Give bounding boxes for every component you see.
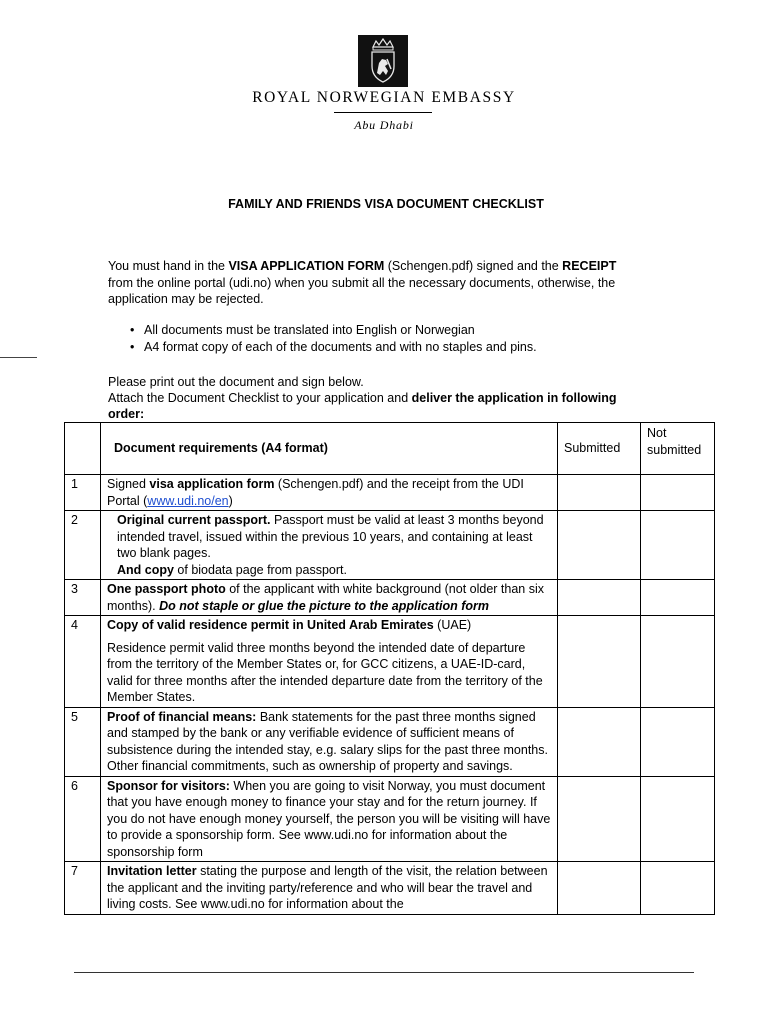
row-paragraph (107, 512, 551, 562)
not-submitted-checkbox-cell[interactable] (641, 862, 715, 915)
row-requirement (101, 475, 558, 511)
intro-text: from the online portal (udi.no) when you submit all the necessary documents, otherwise, the application may be rejected. (108, 275, 616, 306)
instructions-line (108, 390, 648, 422)
table-row (65, 616, 715, 708)
row-requirement (101, 776, 558, 862)
bullet-item: • All documents must be translated into English or Norwegian (130, 322, 650, 339)
header-submitted: Submitted (558, 423, 641, 475)
footer-rule (74, 972, 694, 973)
intro-bold-receipt: RECEIPT (562, 259, 617, 273)
submitted-checkbox-cell[interactable] (558, 580, 641, 616)
instructions-bold: deliver the application in following order: (108, 391, 617, 421)
instructions-paragraph (108, 374, 648, 422)
not-submitted-checkbox-cell[interactable] (641, 475, 715, 511)
submitted-checkbox-cell[interactable] (558, 616, 641, 708)
bullet-item: • A4 format copy of each of the documents and with no staples and pins. (130, 339, 650, 356)
row-bold: Proof of financial means: (107, 709, 257, 724)
instructions-text: Attach the Document Checklist to your application and (108, 391, 412, 405)
royal-crest-icon (358, 35, 408, 87)
row-text: of biodata page from passport. (173, 562, 347, 577)
row-bold: Original current passport. (117, 513, 271, 527)
row-text: (UAE) (433, 618, 472, 632)
row-text: Signed (107, 477, 150, 491)
table-row (65, 580, 715, 616)
row-bold: Sponsor for visitors: (107, 778, 230, 793)
header-divider (334, 112, 432, 113)
document-title: FAMILY AND FRIENDS VISA DOCUMENT CHECKLIST (228, 197, 544, 211)
row-bold: Invitation letter (107, 864, 197, 878)
row-number: 2 (65, 511, 101, 580)
row-number: 5 (65, 707, 101, 776)
document-checklist-table (64, 422, 715, 915)
table-row (65, 776, 715, 862)
table-row (65, 511, 715, 580)
margin-mark (0, 357, 37, 358)
embassy-name: ROYAL NORWEGIAN EMBASSY (252, 89, 516, 106)
submitted-checkbox-cell[interactable] (558, 862, 641, 915)
table-row (65, 475, 715, 511)
submitted-checkbox-cell[interactable] (558, 707, 641, 776)
row-bold-italic-warning: Do not staple or glue the picture to the application form (159, 598, 489, 613)
not-submitted-checkbox-cell[interactable] (641, 616, 715, 708)
header-number-cell (65, 423, 101, 475)
row-bold: One passport photo (107, 582, 226, 596)
row-requirement (101, 511, 558, 580)
submitted-checkbox-cell[interactable] (558, 475, 641, 511)
row-text: (Schengen.pdf) and the receipt from the UDI Portal ( (107, 477, 524, 508)
submitted-checkbox-cell[interactable] (558, 776, 641, 862)
intro-text: (Schengen.pdf) signed and the (384, 259, 563, 273)
requirements-bullet-list (130, 322, 650, 356)
row-number: 7 (65, 862, 101, 915)
header-requirement: Document requirements (A4 format) (101, 423, 558, 475)
row-requirement (101, 616, 558, 708)
row-requirement (101, 580, 558, 616)
not-submitted-checkbox-cell[interactable] (641, 776, 715, 862)
row-number: 4 (65, 616, 101, 708)
table-row (65, 707, 715, 776)
udi-portal-link[interactable]: www.udi.no/en (147, 493, 229, 508)
not-submitted-checkbox-cell[interactable] (641, 511, 715, 580)
embassy-city: Abu Dhabi (354, 118, 414, 132)
intro-paragraph (108, 258, 638, 308)
row-number: 6 (65, 776, 101, 862)
table-header-row (65, 423, 715, 475)
row-bold: Copy of valid residence permit in United Arab Emirates (107, 618, 434, 632)
row-number: 1 (65, 475, 101, 511)
row-text: Bank statements for the past three months signed and stamped by the bank or any verifiable evidence of sufficient means of subsistence during the intended stay, e.g. salary slips for the past three months. Other financial commitments, such as ownership of property and savings. (107, 709, 548, 773)
header-not-submitted: Not submitted (641, 423, 715, 475)
row-number: 3 (65, 580, 101, 616)
intro-text: You must hand in the (108, 259, 229, 273)
row-text: Passport must be valid at least 3 months beyond intended travel, issued within the previous 10 years, and containing at least two blank pages. (117, 513, 544, 560)
row-text: stating the purpose and length of the visit, the relation between the applicant and the inviting party/reference and who will bear the travel and living costs. See www.udi.no for information about the (107, 864, 548, 911)
row-requirement (101, 707, 558, 776)
row-requirement (101, 862, 558, 915)
row-bold: And copy (117, 562, 174, 577)
row-text: When you are going to visit Norway, you must document that you have enough money to finance your stay and for the return journey. If you do not have enough money yourself, the person you will be visiting will have to provide a sponsorship form. See www.udi.no for information about the sponsorship form (107, 778, 551, 859)
instructions-line: Please print out the document and sign below. (108, 375, 364, 389)
row-paragraph (107, 617, 551, 634)
row-text: of the applicant with white background (not older than six months). (107, 582, 544, 613)
not-submitted-checkbox-cell[interactable] (641, 580, 715, 616)
not-submitted-checkbox-cell[interactable] (641, 707, 715, 776)
row-paragraph (107, 562, 551, 579)
table-row (65, 862, 715, 915)
row-paragraph: Residence permit valid three months beyond the intended date of departure from the territory of the Member States or, for GCC citizens, a UAE-ID-card, valid for three months after the intended departure date from the territory of the Member States. (107, 640, 543, 704)
intro-bold-visa-form: VISA APPLICATION FORM (228, 259, 385, 273)
row-text: ) (228, 493, 233, 508)
submitted-checkbox-cell[interactable] (558, 511, 641, 580)
embassy-crest-logo (358, 35, 408, 87)
row-bold: visa application form (149, 477, 275, 491)
